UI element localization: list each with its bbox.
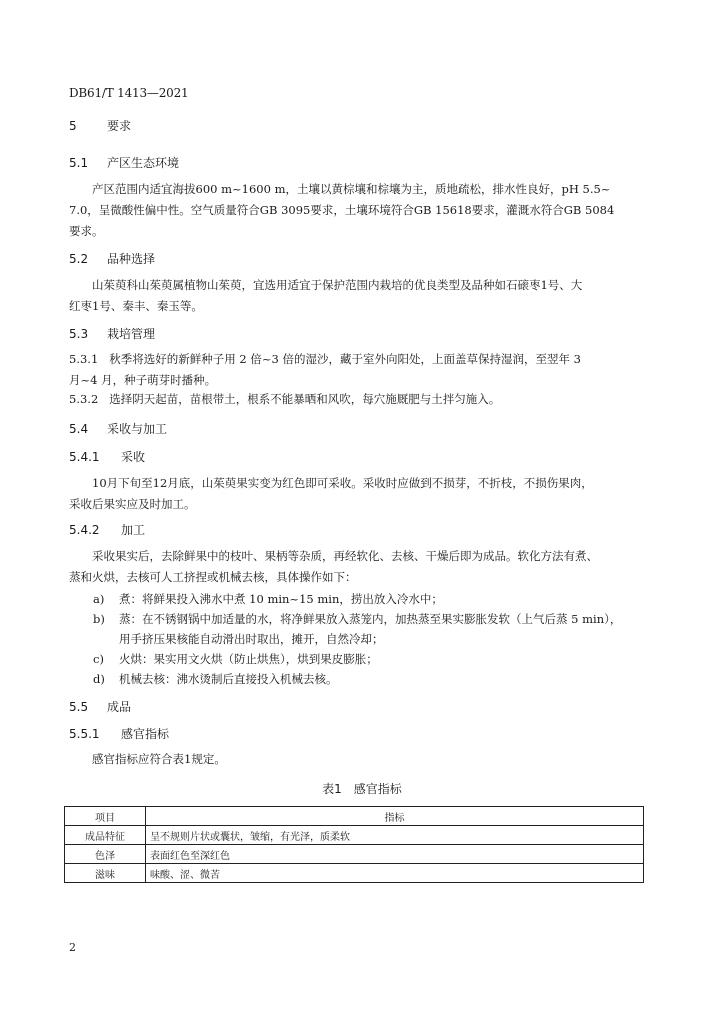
section-5-4-1-heading	[69, 448, 145, 465]
table-cell: 成品特征	[65, 826, 146, 845]
clause-number: 5.3.1	[69, 352, 99, 366]
column-header: 项目	[65, 807, 146, 826]
section-number: 5.4.2	[69, 523, 100, 537]
list-text: 煮：将鲜果投入沸水中煮 10 min~15 min，捞出放入冷水中；	[119, 592, 443, 606]
list-marker: c)	[93, 652, 104, 666]
table-cell: 味酸、涩、微苦	[146, 864, 644, 883]
body-line: 红枣1号、秦丰、秦玉等。	[69, 299, 203, 313]
section-5-4-1-body	[69, 473, 641, 515]
section-title: 成品	[107, 700, 132, 714]
section-number: 5.5.1	[69, 727, 100, 741]
body-line: 蒸和火烘，去核可人工挤捏或机械去核，具体操作如下：	[69, 570, 357, 584]
section-title: 栽培管理	[107, 327, 156, 341]
section-title: 感官指标	[121, 727, 170, 741]
section-number: 5.5	[69, 700, 89, 714]
section-number: 5.4	[69, 422, 89, 436]
section-5-4-heading	[69, 420, 167, 437]
standard-code: DB61/T 1413—2021	[69, 86, 189, 100]
body-line: 7.0，呈微酸性偏中性。空气质量符合GB 3095要求，土壤环境符合GB 15618要求，灌溉水符合GB 5084	[69, 203, 615, 217]
section-title: 要求	[107, 119, 132, 133]
table-cell: 呈不规则片状或囊状，皱缩，有光泽，质柔软	[146, 826, 644, 845]
body-line: 月~4 月，种子萌芽时播种。	[69, 373, 217, 387]
section-title: 采收	[121, 450, 146, 464]
section-5-5-1-heading	[69, 725, 169, 742]
body-line: 产区范围内适宜海拔600 m~1600 m，土壤以黄棕壤和棕壤为主，质地疏松，排水性良好，pH 5.5~	[92, 182, 611, 196]
section-5-heading	[69, 117, 131, 134]
section-5-4-2-heading	[69, 521, 145, 538]
section-title: 加工	[121, 523, 146, 537]
table-row	[65, 826, 644, 845]
table-cell: 滋味	[65, 864, 146, 883]
body-line: 要求。	[69, 224, 104, 238]
section-5-5-1-body	[69, 749, 641, 770]
list-text-continuation: 用手挤压果核能自动滑出时取出，摊开，自然冷却；	[119, 632, 384, 646]
section-5-2-body	[69, 275, 641, 317]
clause-5-3-1	[69, 349, 641, 391]
body-line: 山茱萸科山茱萸属植物山茱萸，宜选用适宜于保护范围内栽培的优良类型及品种如石磙枣1号、大	[92, 278, 583, 292]
section-5-4-2-body	[69, 546, 641, 588]
section-title: 产区生态环境	[107, 156, 180, 170]
table-caption: 表1 感官指标	[322, 782, 402, 796]
body-line: 采收果实后，去除鲜果中的枝叶、果柄等杂质，再经软化、去核、干燥后即为成品。软化方法有煮、	[92, 549, 598, 563]
section-title: 采收与加工	[107, 422, 168, 436]
list-text: 火烘：果实用文火烘（防止烘焦），烘到果皮膨胀；	[119, 652, 378, 666]
list-marker: b)	[93, 612, 105, 626]
section-number: 5.2	[69, 252, 89, 266]
list-text: 蒸：在不锈钢锅中加适量的水，将净鲜果放入蒸笼内，加热蒸至果实膨胀发软（上气后蒸 5 min），	[119, 612, 622, 626]
section-number: 5.4.1	[69, 450, 100, 464]
body-line: 选择阴天起苗，苗根带土，根系不能暴晒和风吹，每穴施厩肥与土拌匀施入。	[109, 392, 501, 406]
table-cell: 表面红色至深红色	[146, 845, 644, 864]
list-text: 机械去核：沸水烫制后直接投入机械去核。	[119, 672, 338, 686]
clause-number: 5.3.2	[69, 392, 99, 406]
page-number: 2	[69, 941, 76, 954]
list-item	[93, 649, 378, 669]
section-5-2-heading	[69, 250, 155, 267]
list-item	[93, 669, 338, 689]
section-title: 品种选择	[107, 252, 156, 266]
list-marker: d)	[93, 672, 105, 686]
section-5-3-heading	[69, 325, 155, 342]
section-number: 5	[69, 119, 77, 133]
section-number: 5.1	[69, 156, 89, 170]
body-line: 秋季将选好的新鲜种子用 2 倍~3 倍的湿沙，藏于室外向阳处，上面盖草保持湿润，至翌年 3	[109, 352, 581, 366]
body-line: 感官指标应符合表1规定。	[92, 752, 226, 766]
list-item	[93, 609, 622, 646]
section-5-1-body	[69, 179, 641, 242]
section-5-1-heading	[69, 154, 179, 171]
list-marker: a)	[93, 592, 105, 606]
body-line: 10月下旬至12月底，山茱萸果实变为红色即可采收。采收时应做到不损芽，不折枝，不损伤果肉，	[92, 476, 593, 490]
sensory-indicator-table	[64, 806, 644, 883]
table-row	[65, 864, 644, 883]
section-number: 5.3	[69, 327, 89, 341]
table-header-row	[65, 807, 644, 826]
table-cell: 色泽	[65, 845, 146, 864]
body-line: 采收后果实应及时加工。	[69, 497, 196, 511]
section-5-5-heading	[69, 698, 131, 715]
column-header: 指标	[146, 807, 644, 826]
table-row	[65, 845, 644, 864]
list-item	[93, 589, 443, 609]
clause-5-3-2	[69, 389, 641, 410]
